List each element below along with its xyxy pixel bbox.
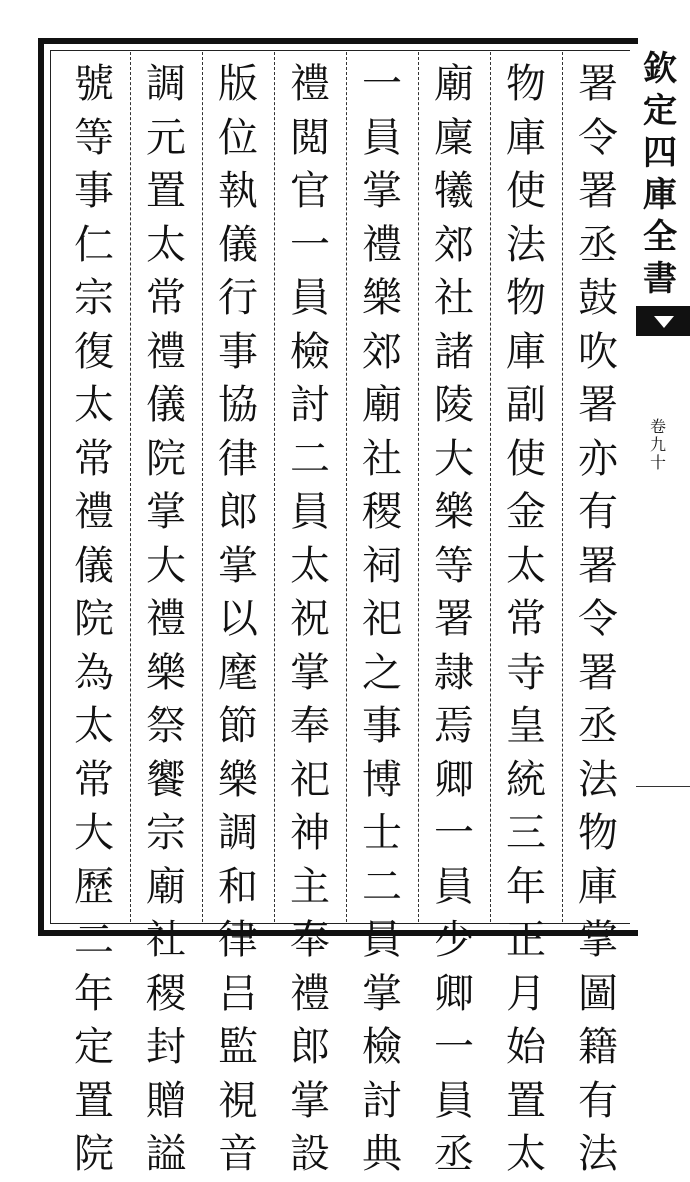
character: 一 [290, 221, 330, 268]
character: 焉 [434, 703, 474, 749]
character: 廩 [434, 114, 474, 161]
character: 調 [146, 61, 186, 107]
character: 年 [74, 970, 114, 1017]
character: 博 [362, 756, 402, 803]
character: 二 [290, 435, 330, 482]
character: 正 [506, 917, 546, 963]
character: 士 [362, 810, 402, 856]
character: 卿 [434, 756, 474, 803]
character: 檢 [290, 328, 330, 375]
character: 贈 [146, 1077, 186, 1124]
character: 二 [362, 863, 402, 910]
character: 寺 [506, 649, 546, 696]
text-column-4 [352, 58, 412, 1177]
character: 郎 [290, 1024, 330, 1070]
character: 隷 [434, 649, 474, 696]
character: 副 [506, 382, 546, 428]
fish-tail-notch [654, 316, 674, 328]
character: 行 [218, 275, 258, 321]
character: 執 [218, 168, 258, 214]
character: 亦 [578, 435, 618, 482]
character: 一 [434, 1024, 474, 1070]
character: 等 [74, 114, 114, 161]
character: 丞 [578, 221, 618, 268]
character: 員 [290, 275, 330, 321]
character: 事 [74, 168, 114, 214]
character: 署 [578, 382, 618, 428]
character: 節 [218, 703, 258, 749]
character: 物 [506, 275, 546, 321]
character: 討 [362, 1077, 402, 1124]
character: 閲 [290, 114, 330, 161]
character: 祠 [362, 542, 402, 589]
character: 員 [362, 114, 402, 161]
column-divider [274, 52, 275, 922]
character: 掌 [362, 168, 402, 214]
character: 設 [290, 1131, 330, 1177]
character: 號 [74, 61, 114, 107]
character: 院 [74, 596, 114, 642]
character: 祭 [146, 703, 186, 749]
character: 社 [434, 275, 474, 321]
character: 諸 [434, 328, 474, 375]
character: 定 [74, 1024, 114, 1070]
character: 員 [434, 863, 474, 910]
character: 禮 [74, 489, 114, 535]
character: 歷 [74, 863, 114, 910]
character: 儀 [146, 382, 186, 428]
character: 奉 [290, 703, 330, 749]
character: 廟 [146, 863, 186, 910]
character: 置 [74, 1077, 114, 1124]
character: 稷 [362, 489, 402, 535]
character: 署 [578, 61, 618, 107]
character: 以 [218, 596, 258, 642]
text-column-1 [568, 58, 628, 1177]
character: 丞 [434, 1131, 474, 1177]
character: 麾 [218, 649, 258, 696]
character: 宗 [74, 275, 114, 321]
character: 視 [218, 1077, 258, 1124]
title-character: 書 [643, 259, 677, 299]
character: 員 [434, 1077, 474, 1124]
character: 常 [74, 435, 114, 482]
character: 署 [434, 596, 474, 642]
character: 典 [362, 1131, 402, 1177]
text-column-2 [496, 58, 556, 1177]
character: 宗 [146, 810, 186, 856]
character: 太 [506, 542, 546, 589]
character: 調 [218, 810, 258, 856]
character: 院 [146, 435, 186, 482]
text-column-3 [424, 58, 484, 1177]
character: 復 [74, 328, 114, 375]
juan-number [650, 418, 666, 472]
character: 鼓 [578, 275, 618, 321]
character: 少 [434, 917, 474, 963]
character: 祀 [362, 596, 402, 642]
character: 吕 [218, 970, 258, 1017]
character: 事 [362, 703, 402, 749]
character: 置 [146, 168, 186, 214]
character: 仁 [74, 221, 114, 268]
character: 法 [506, 221, 546, 268]
character: 事 [218, 328, 258, 375]
character: 年 [506, 863, 546, 910]
juan-character: 卷 [650, 417, 667, 436]
character: 廟 [434, 61, 474, 107]
column-divider [562, 52, 563, 922]
character: 掌 [578, 917, 618, 963]
text-column-5 [280, 58, 340, 1177]
character: 儀 [74, 542, 114, 589]
character: 使 [506, 168, 546, 214]
character: 三 [506, 810, 546, 856]
character: 員 [362, 917, 402, 963]
character: 庫 [506, 114, 546, 161]
character: 掌 [362, 970, 402, 1017]
character: 掌 [290, 1077, 330, 1124]
character: 員 [290, 489, 330, 535]
title-character: 定 [643, 91, 677, 131]
title-character: 全 [643, 217, 677, 257]
character: 令 [578, 596, 618, 642]
character: 置 [506, 1077, 546, 1124]
character: 太 [74, 382, 114, 428]
character: 為 [74, 649, 114, 696]
character: 樂 [434, 489, 474, 535]
column-divider [490, 52, 491, 922]
character: 廟 [362, 382, 402, 428]
character: 禮 [290, 61, 330, 107]
character: 郊 [362, 328, 402, 375]
character: 常 [506, 596, 546, 642]
column-divider [418, 52, 419, 922]
character: 音 [218, 1131, 258, 1177]
book-title [642, 48, 678, 300]
text-column-7 [136, 58, 196, 1177]
character: 稷 [146, 970, 186, 1017]
character: 掌 [290, 649, 330, 696]
character: 物 [578, 810, 618, 856]
page-margin [636, 38, 690, 936]
character: 法 [578, 756, 618, 803]
character: 院 [74, 1131, 114, 1177]
character: 有 [578, 1077, 618, 1124]
character: 卿 [434, 970, 474, 1017]
character: 皇 [506, 703, 546, 749]
character: 位 [218, 114, 258, 161]
character: 監 [218, 1024, 258, 1070]
character: 署 [578, 542, 618, 589]
column-divider [202, 52, 203, 922]
character: 神 [290, 810, 330, 856]
character: 協 [218, 382, 258, 428]
character: 樂 [218, 756, 258, 803]
juan-character: 十 [650, 453, 667, 472]
character: 籍 [578, 1024, 618, 1070]
text-column-8 [64, 58, 124, 1177]
character: 大 [146, 542, 186, 589]
character: 郎 [218, 489, 258, 535]
character: 月 [506, 970, 546, 1017]
character: 禮 [290, 970, 330, 1017]
character: 金 [506, 489, 546, 535]
character: 樂 [362, 275, 402, 321]
character: 祝 [290, 596, 330, 642]
character: 太 [506, 1131, 546, 1177]
character: 等 [434, 542, 474, 589]
character: 官 [290, 168, 330, 214]
character: 祀 [290, 756, 330, 803]
character: 禮 [146, 596, 186, 642]
character: 禮 [362, 221, 402, 268]
character: 庫 [506, 328, 546, 375]
character: 有 [578, 489, 618, 535]
character: 主 [290, 863, 330, 910]
character: 之 [362, 649, 402, 696]
character: 社 [362, 435, 402, 482]
character: 一 [434, 810, 474, 856]
character: 太 [74, 703, 114, 749]
character: 掌 [218, 542, 258, 589]
character: 版 [218, 61, 258, 107]
character: 大 [434, 435, 474, 482]
character: 圖 [578, 970, 618, 1017]
character: 討 [290, 382, 330, 428]
title-character: 四 [643, 133, 677, 173]
character: 大 [74, 810, 114, 856]
character: 常 [146, 275, 186, 321]
character: 二 [74, 917, 114, 963]
column-divider [346, 52, 347, 922]
character: 檢 [362, 1024, 402, 1070]
character: 樂 [146, 649, 186, 696]
character: 謚 [146, 1131, 186, 1177]
character: 使 [506, 435, 546, 482]
character: 統 [506, 756, 546, 803]
title-character: 庫 [643, 175, 677, 215]
character: 署 [578, 168, 618, 214]
character: 律 [218, 435, 258, 482]
character: 庫 [578, 863, 618, 910]
character: 犧 [434, 168, 474, 214]
character: 郊 [434, 221, 474, 268]
character: 吹 [578, 328, 618, 375]
character: 法 [578, 1131, 618, 1177]
character: 陵 [434, 382, 474, 428]
character: 饗 [146, 756, 186, 803]
character: 元 [146, 114, 186, 161]
character: 物 [506, 61, 546, 107]
character: 和 [218, 863, 258, 910]
character: 律 [218, 917, 258, 963]
character: 儀 [218, 221, 258, 268]
character: 社 [146, 917, 186, 963]
character: 奉 [290, 917, 330, 963]
character: 署 [578, 649, 618, 696]
character: 常 [74, 756, 114, 803]
character: 始 [506, 1024, 546, 1070]
character: 禮 [146, 328, 186, 375]
character: 令 [578, 114, 618, 161]
character: 丞 [578, 703, 618, 749]
character: 掌 [146, 489, 186, 535]
character: 太 [290, 542, 330, 589]
juan-character: 九 [650, 435, 667, 454]
column-divider [130, 52, 131, 922]
character: 封 [146, 1024, 186, 1070]
margin-rule [636, 786, 690, 787]
character: 太 [146, 221, 186, 268]
text-column-6 [208, 58, 268, 1177]
title-character: 欽 [643, 49, 677, 89]
character: 一 [362, 61, 402, 107]
